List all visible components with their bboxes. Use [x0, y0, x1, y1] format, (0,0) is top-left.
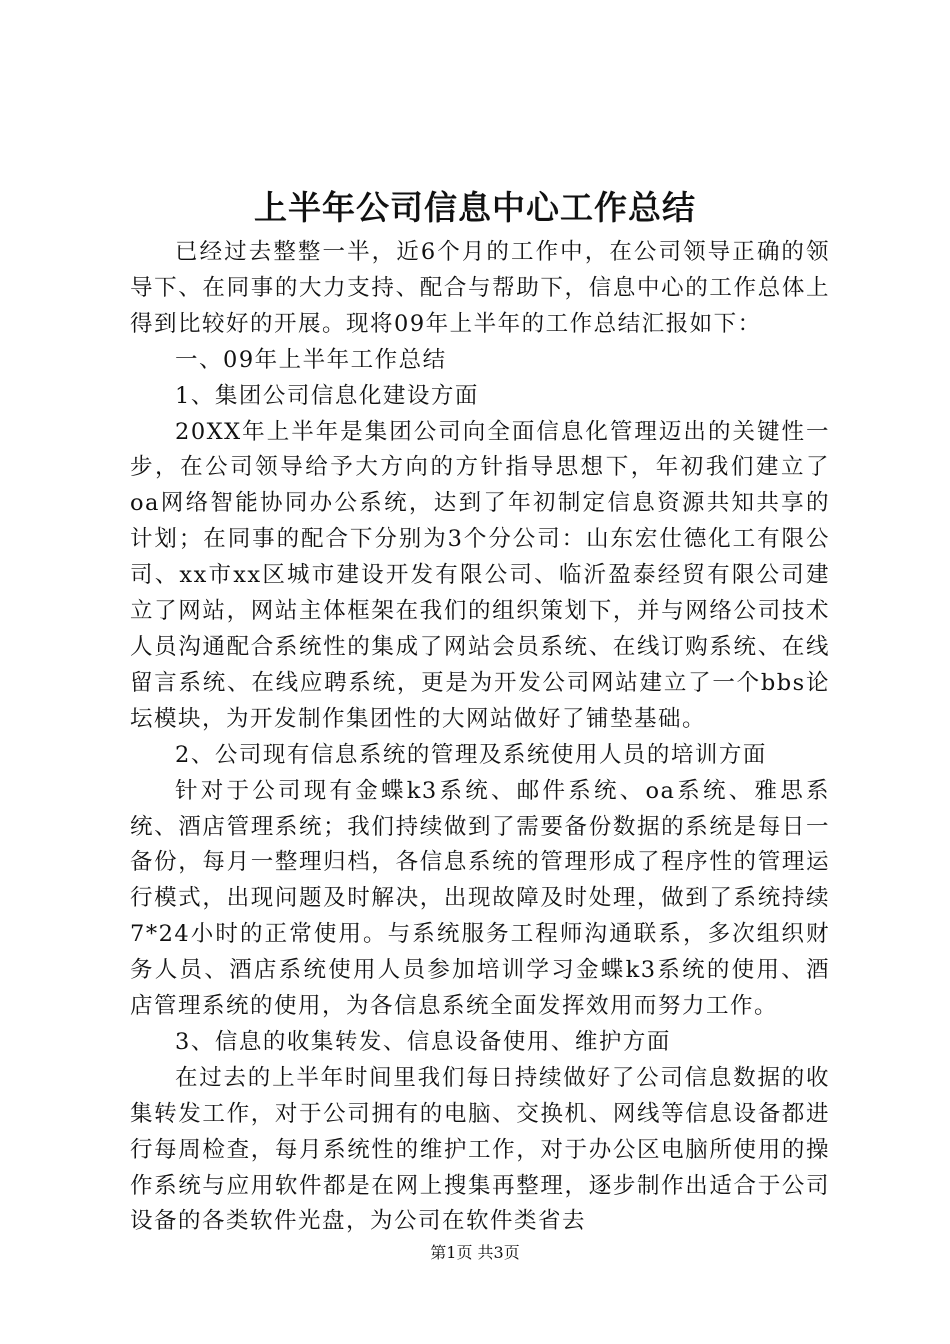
section-heading-1: 一、09年上半年工作总结 [175, 346, 447, 373]
paragraph-informatization: 20XX年上半年是集团公司向全面信息化管理迈出的关键性一步，在公司领导给予大方向的方针指导思想下，年初我们建立了oa网络智能协同办公系统，达到了年初制定信息资源共知共享的计划；在同事的配合下分别为3个分公司：山东宏仕德化工有限公司、xx市xx区城市建设开发有限公司、临沂盈泰经贸有限公司建立了网站，网站主体框架在我们的组织策划下，并与网络公司技术人员沟通配合系统性的集成了网站会员系统、在线订购系统、在线留言系统、在线应聘系统，更是为开发公司网站建立了一个bbs论坛模块，为开发制作集团性的大网站做好了铺垫基础。 [130, 418, 830, 732]
paragraph-systems-management: 针对于公司现有金蝶k3系统、邮件系统、oa系统、雅思系统、酒店管理系统；我们持续做到了需要备份数据的系统是每日一备份，每月一整理归档，各信息系统的管理形成了程序性的管理运行模式，出现问题及时解决，出现故障及时处理，做到了系统持续7*24小时的正常使用。与系统服务工程师沟通联系，多次组织财务人员、酒店系统使用人员参加培训学习金蝶k3系统的使用、酒店管理系统的使用，为各信息系统全面发挥效用而努力工作。 [130, 777, 830, 1020]
subsection-heading-2: 2、公司现有信息系统的管理及系统使用人员的培训方面 [175, 741, 767, 768]
subsection-heading-3: 3、信息的收集转发、信息设备使用、维护方面 [175, 1028, 671, 1055]
document-body [130, 235, 830, 1240]
document-title: 上半年公司信息中心工作总结 [254, 188, 696, 227]
subsection-heading-1: 1、集团公司信息化建设方面 [175, 382, 479, 409]
paragraph-intro: 已经过去整整一半，近6个月的工作中，在公司领导正确的领导下、在同事的大力支持、配合与帮助下，信息中心的工作总体上得到比较好的开展。现将09年上半年的工作总结汇报如下： [130, 239, 830, 337]
paragraph-information-collection: 在过去的上半年时间里我们每日持续做好了公司信息数据的收集转发工作，对于公司拥有的电脑、交换机、网线等信息设备都进行每周检查，每月系统性的维护工作，对于办公区电脑所使用的操作系统与应用软件都是在网上搜集再整理，逐步制作出适合于公司设备的各类软件光盘，为公司在软件类省去 [130, 1064, 830, 1235]
page-footer: 第1页 共3页 [430, 1243, 520, 1262]
